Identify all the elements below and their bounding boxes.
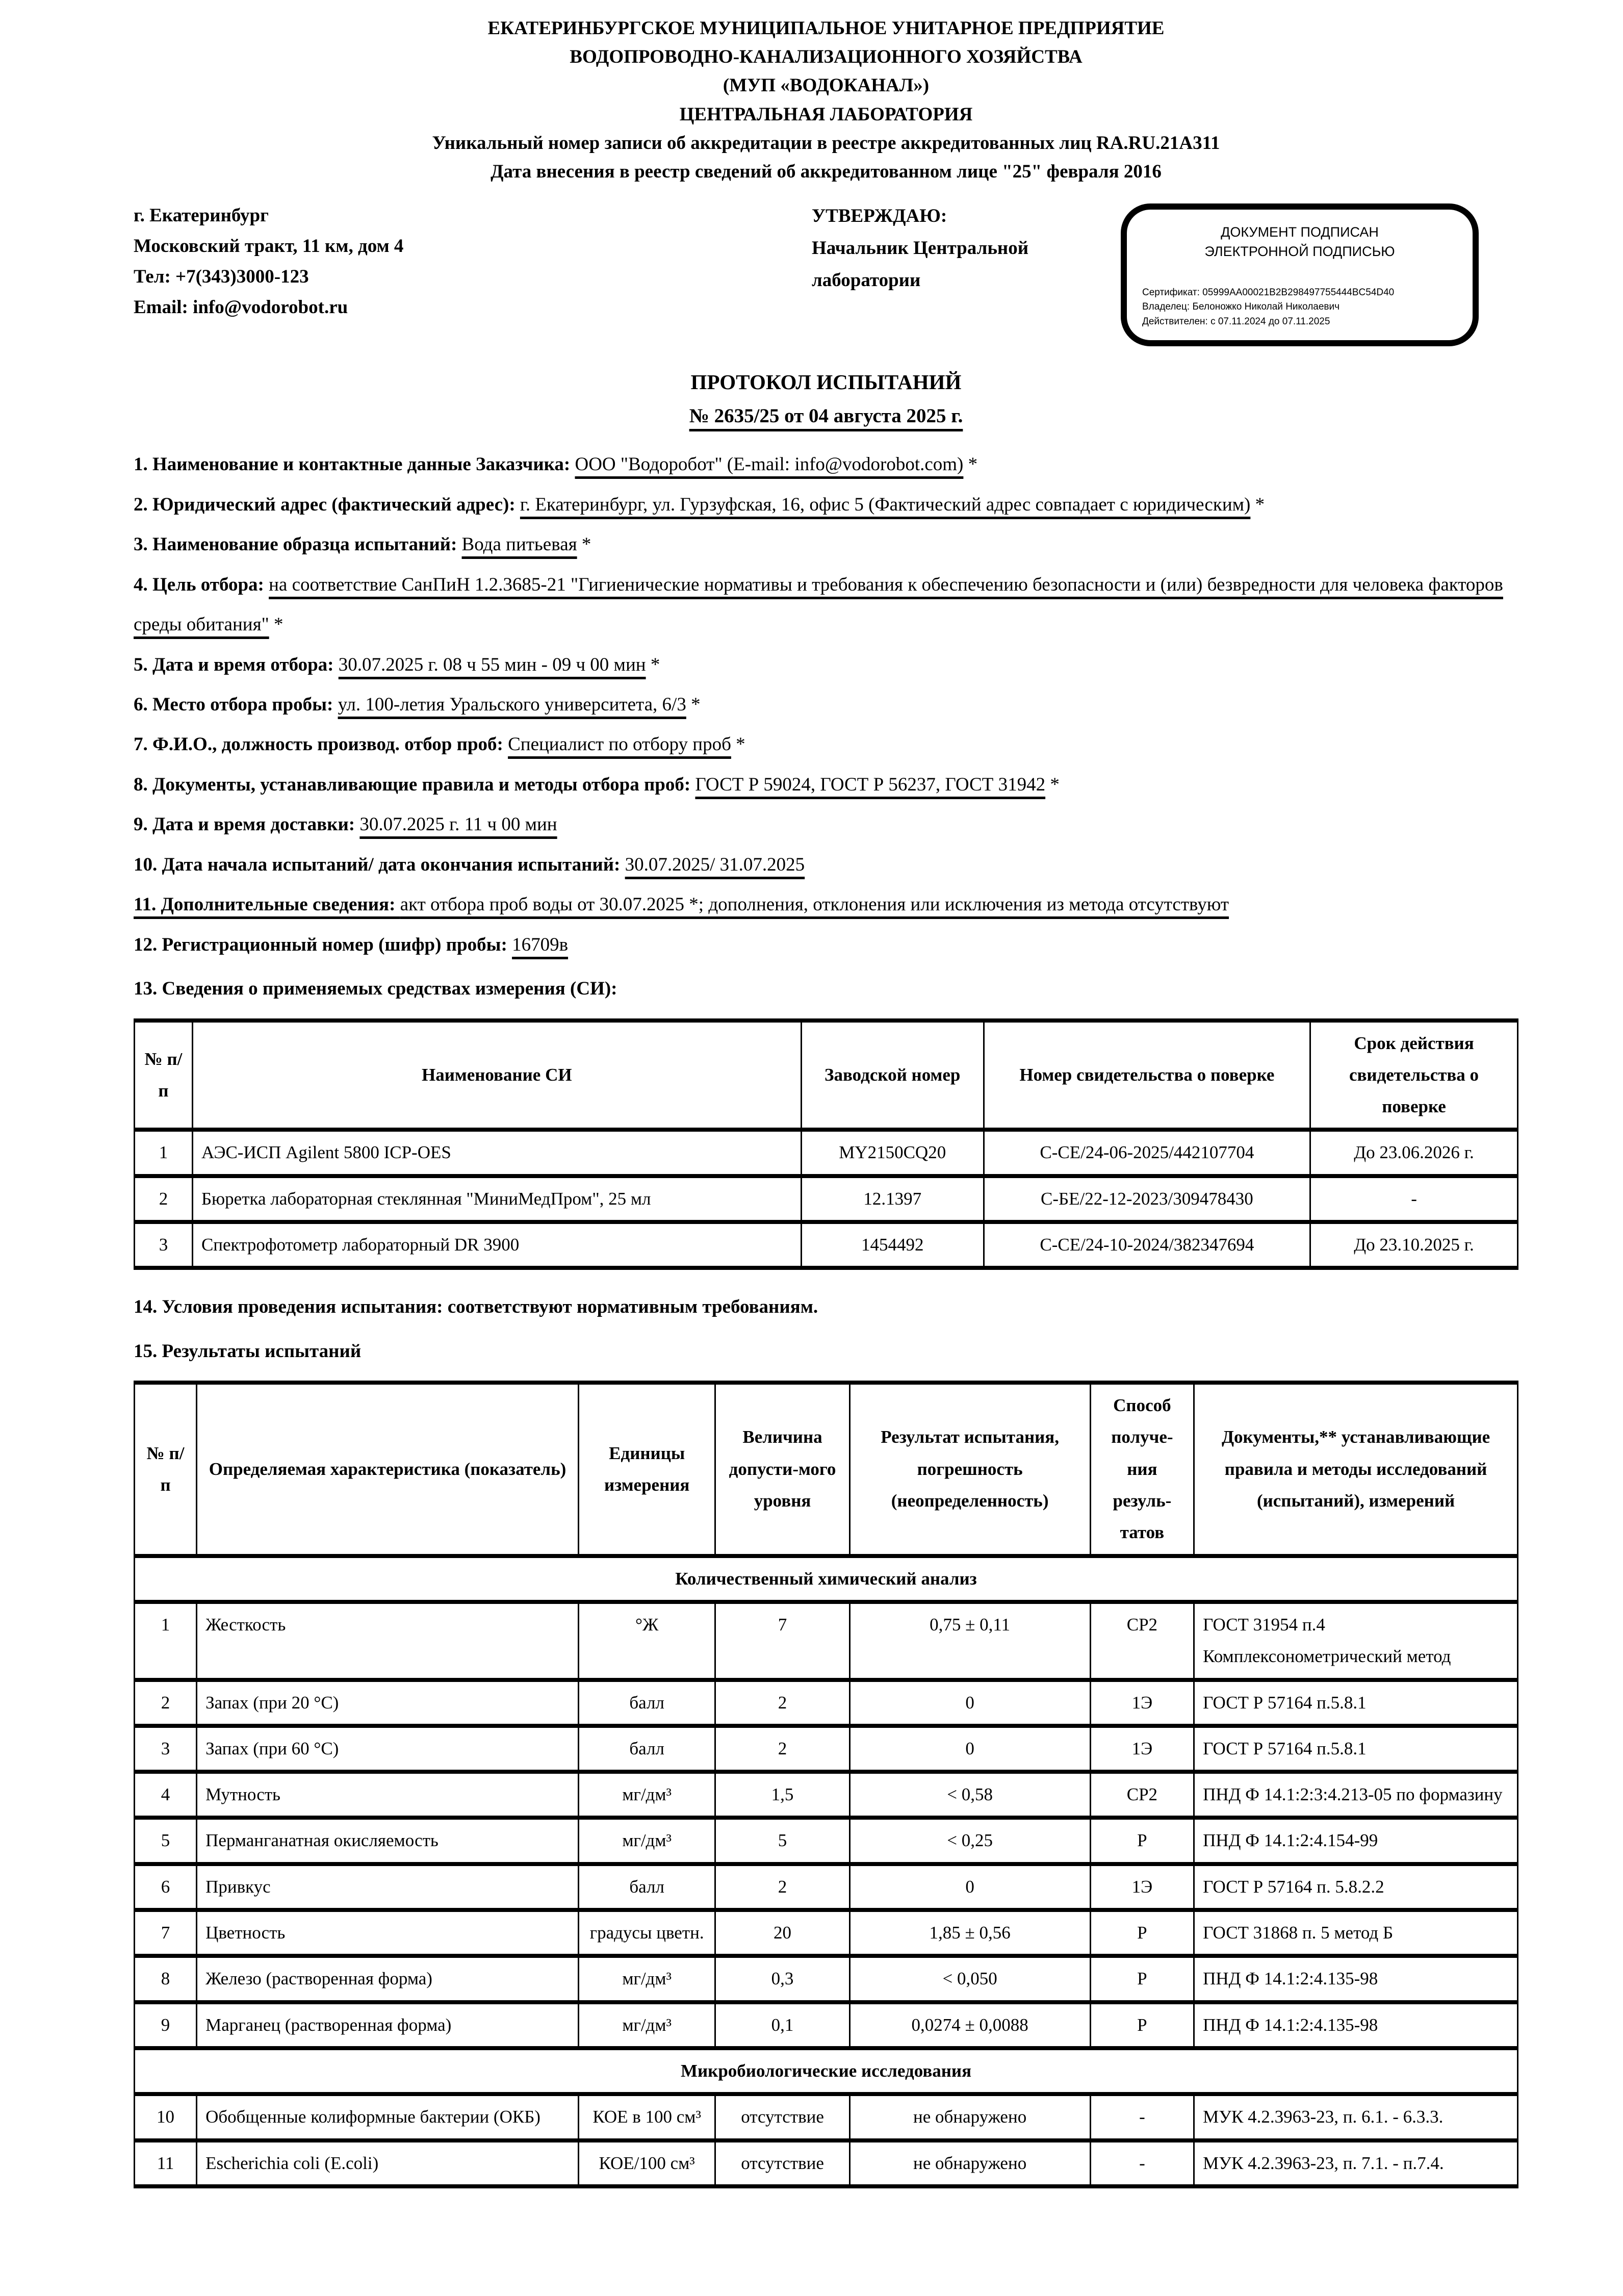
table-cell: отсутствие: [715, 2094, 849, 2140]
table-cell: мг/дм³: [578, 2002, 715, 2048]
table-row: [135, 2140, 1518, 2186]
si-table-header-row: [135, 1021, 1518, 1130]
item-value: Вода питьевая: [461, 534, 577, 555]
item-value: 16709в: [512, 934, 569, 955]
table-cell: 20: [715, 1910, 849, 1956]
approve-title: УТВЕРЖДАЮ:: [812, 206, 947, 227]
info-band: [134, 200, 1518, 346]
table-cell: До 23.06.2026 г.: [1310, 1130, 1518, 1176]
table-cell: MY2150CQ20: [801, 1130, 984, 1176]
table-cell: балл: [578, 1726, 715, 1772]
table-cell: Запах (при 60 °С): [197, 1726, 579, 1772]
table-cell: СР2: [1090, 1772, 1194, 1818]
table-cell: Р: [1090, 1910, 1194, 1956]
section-row: [135, 1556, 1518, 1602]
protocol-item: [134, 565, 1518, 645]
item-label: 4. Цель отбора:: [134, 574, 269, 595]
table-cell: не обнаружено: [849, 2140, 1090, 2186]
table-cell: Escherichia coli (E.coli): [197, 2140, 579, 2186]
table-cell: 3: [135, 1726, 197, 1772]
table-cell: 1,5: [715, 1772, 849, 1818]
table-row: [135, 1864, 1518, 1910]
item-value: 30.07.2025/ 31.07.2025: [625, 854, 805, 875]
sender-street: Московский тракт, 11 км, дом 4: [134, 236, 404, 257]
table-cell: ГОСТ Р 57164 п.5.8.1: [1194, 1726, 1518, 1772]
protocol-item: [134, 925, 1518, 965]
table-cell: 1Э: [1090, 1864, 1194, 1910]
table-cell: 11: [135, 2140, 197, 2186]
table-row: [135, 1726, 1518, 1772]
item-label: 1. Наименование и контактные данные Заказчика:: [134, 454, 575, 475]
results-header-cell: № п/п: [135, 1383, 197, 1555]
results-header-cell: Единицы измерения: [578, 1383, 715, 1555]
header-line: (МУП «ВОДОКАНАЛ»): [723, 75, 930, 96]
results-header-cell: Определяемая характеристика (показатель): [197, 1383, 579, 1555]
sender-city: г. Екатеринбург: [134, 205, 269, 226]
results-table: [134, 1381, 1518, 2188]
si-header-cell: Срок действия свидетельства о поверке: [1310, 1021, 1518, 1130]
header-line: ЕКАТЕРИНБУРГСКОЕ МУНИЦИПАЛЬНОЕ УНИТАРНОЕ ПРЕДПРИЯТИЕ: [487, 18, 1165, 39]
stamp-title-line1: ДОКУМЕНТ ПОДПИСАН: [1221, 224, 1379, 240]
approve-position-line2: лаборатории: [812, 270, 921, 291]
si-header-cell: Заводской номер: [801, 1021, 984, 1130]
table-cell: -: [1310, 1176, 1518, 1222]
stamp-certificate: Сертификат: 05999AA00021B2B298497755444BC54D40: [1142, 287, 1395, 298]
item-value: Специалист по отбору проб: [508, 734, 731, 755]
table-cell: градусы цветн.: [578, 1910, 715, 1956]
table-cell: < 0,25: [849, 1818, 1090, 1864]
table-cell: 7: [715, 1602, 849, 1680]
header-line: ЦЕНТРАЛЬНАЯ ЛАБОРАТОРИЯ: [679, 104, 973, 125]
table-cell: -: [1090, 2094, 1194, 2140]
item-value: акт отбора проб воды от 30.07.2025 *; дополнения, отклонения или исключения из метода отсутствуют: [400, 894, 1229, 915]
table-cell: ГОСТ 31868 п. 5 метод Б: [1194, 1910, 1518, 1956]
table-row: [135, 2002, 1518, 2048]
item-suffix: *: [646, 654, 660, 675]
item-suffix: *: [577, 534, 591, 555]
table-cell: балл: [578, 1680, 715, 1726]
item-value: 30.07.2025 г. 11 ч 00 мин: [359, 814, 557, 835]
stamp-title-line2: ЭЛЕКТРОННОЙ ПОДПИСЬЮ: [1204, 244, 1395, 260]
item-15-results-caption: 15. Результаты испытаний: [134, 1340, 362, 1362]
protocol-item: [134, 805, 1518, 845]
protocol-item: [134, 685, 1518, 725]
item-suffix: *: [269, 614, 284, 635]
table-cell: 0,0274 ± 0,0088: [849, 2002, 1090, 2048]
table-cell: 1Э: [1090, 1726, 1194, 1772]
table-cell: СР2: [1090, 1602, 1194, 1680]
header-line: ВОДОПРОВОДНО-КАНАЛИЗАЦИОННОГО ХОЗЯЙСТВА: [570, 46, 1083, 68]
table-cell: Обобщенные колиформные бактерии (ОКБ): [197, 2094, 579, 2140]
table-cell: МУК 4.2.3963-23, п. 7.1. - п.7.4.: [1194, 2140, 1518, 2186]
protocol-item: [134, 845, 1518, 885]
item-label: 8. Документы, устанавливающие правила и методы отбора проб:: [134, 774, 695, 795]
item-13-caption: 13. Сведения о применяемых средствах измерения (СИ):: [134, 978, 617, 1000]
table-cell: 3: [135, 1222, 193, 1268]
table-cell: 2: [135, 1680, 197, 1726]
table-cell: Бюретка лабораторная стеклянная "МиниМедПром", 25 мл: [192, 1176, 801, 1222]
table-row: [135, 1176, 1518, 1222]
sender-block: [134, 200, 812, 323]
approve-block: [812, 200, 1113, 297]
table-cell: 5: [135, 1818, 197, 1864]
protocol-item: [134, 525, 1518, 565]
digital-signature-stamp: [1121, 203, 1479, 346]
table-cell: С-БЕ/22-12-2023/309478430: [984, 1176, 1310, 1222]
stamp-validity: Действителен: с 07.11.2024 до 07.11.2025: [1142, 316, 1330, 327]
table-cell: < 0,58: [849, 1772, 1090, 1818]
company-header: [134, 14, 1518, 186]
table-row: [135, 1222, 1518, 1268]
table-cell: 1: [135, 1130, 193, 1176]
sender-phone: Тел: +7(343)3000-123: [134, 266, 309, 288]
table-row: [135, 2094, 1518, 2140]
table-cell: КОЕ в 100 см³: [578, 2094, 715, 2140]
table-cell: МУК 4.2.3963-23, п. 6.1. - 6.3.3.: [1194, 2094, 1518, 2140]
table-cell: 0: [849, 1726, 1090, 1772]
table-cell: отсутствие: [715, 2140, 849, 2186]
results-header-cell: Величина допусти-мого уровня: [715, 1383, 849, 1555]
item-label: 11. Дополнительные сведения:: [134, 894, 400, 915]
table-cell: 12.1397: [801, 1176, 984, 1222]
item-label: 9. Дата и время доставки:: [134, 814, 360, 835]
item-value: г. Екатеринбург, ул. Гурзуфская, 16, офис 5 (Фактический адрес совпадает с юридическим): [520, 494, 1251, 515]
table-cell: мг/дм³: [578, 1956, 715, 2002]
si-header-cell: Наименование СИ: [192, 1021, 801, 1130]
stamp-owner: Владелец: Белоножко Николай Николаевич: [1142, 301, 1340, 313]
protocol-item: [134, 725, 1518, 764]
table-cell: Жесткость: [197, 1602, 579, 1680]
table-cell: Запах (при 20 °С): [197, 1680, 579, 1726]
protocol-item: [134, 645, 1518, 685]
item-suffix: *: [963, 454, 978, 475]
table-cell: ГОСТ Р 57164 п.5.8.1: [1194, 1680, 1518, 1726]
item-label: 12. Регистрационный номер (шифр) пробы:: [134, 934, 512, 955]
table-cell: 5: [715, 1818, 849, 1864]
table-row: [135, 1680, 1518, 1726]
si-table: [134, 1018, 1518, 1270]
table-row: [135, 1910, 1518, 1956]
table-row: [135, 1130, 1518, 1176]
table-cell: С-СЕ/24-10-2024/382347694: [984, 1222, 1310, 1268]
table-cell: КОЕ/100 см³: [578, 2140, 715, 2186]
item-label: 10. Дата начала испытаний/ дата окончания испытаний:: [134, 854, 625, 875]
item-value: 30.07.2025 г. 08 ч 55 мин - 09 ч 00 мин: [338, 654, 646, 675]
table-cell: 0: [849, 1864, 1090, 1910]
table-cell: ПНД Ф 14.1:2:4.154-99: [1194, 1818, 1518, 1864]
si-header-cell: Номер свидетельства о поверке: [984, 1021, 1310, 1130]
table-cell: не обнаружено: [849, 2094, 1090, 2140]
protocol-item: [134, 765, 1518, 805]
table-cell: Перманганатная окисляемость: [197, 1818, 579, 1864]
table-cell: мг/дм³: [578, 1772, 715, 1818]
table-cell: 1Э: [1090, 1680, 1194, 1726]
table-cell: ПНД Ф 14.1:2:4.135-98: [1194, 2002, 1518, 2048]
table-cell: Р: [1090, 1818, 1194, 1864]
table-row: [135, 1772, 1518, 1818]
table-row: [135, 1818, 1518, 1864]
table-cell: Цветность: [197, 1910, 579, 1956]
table-cell: 1,85 ± 0,56: [849, 1910, 1090, 1956]
protocol-number: № 2635/25 от 04 августа 2025 г.: [689, 405, 963, 427]
table-cell: Марганец (растворенная форма): [197, 2002, 579, 2048]
item-14-conditions: 14. Условия проведения испытания: соответствуют нормативным требованиям.: [134, 1296, 818, 1318]
item-suffix: *: [686, 694, 701, 716]
table-cell: -: [1090, 2140, 1194, 2186]
item-value: ул. 100-летия Уральского университета, 6/3: [338, 694, 686, 716]
item-label: 6. Место отбора пробы:: [134, 694, 338, 716]
table-cell: 7: [135, 1910, 197, 1956]
table-cell: ПНД Ф 14.1:2:3:4.213-05 по формазину: [1194, 1772, 1518, 1818]
stamp-meta: [1142, 286, 1457, 329]
table-row: [135, 1602, 1518, 1680]
title-block: [134, 370, 1518, 427]
item-suffix: *: [1250, 494, 1265, 515]
header-line: Дата внесения в реестр сведений об аккредитованном лице "25" февраля 2016: [491, 161, 1162, 183]
header-line: Уникальный номер записи об аккредитации в реестре аккредитованных лиц RA.RU.21А311: [432, 132, 1220, 154]
table-cell: Р: [1090, 1956, 1194, 2002]
results-header-cell: Результат испытания, погрешность (неопределенность): [849, 1383, 1090, 1555]
si-header-cell: № п/п: [135, 1021, 193, 1130]
table-cell: 1: [135, 1602, 197, 1680]
table-cell: АЭС-ИСП Agilent 5800 ICP-OES: [192, 1130, 801, 1176]
sender-email: Email: info@vodorobot.ru: [134, 297, 348, 318]
table-cell: мг/дм³: [578, 1818, 715, 1864]
table-cell: 0,1: [715, 2002, 849, 2048]
table-cell: 9: [135, 2002, 197, 2048]
table-cell: 8: [135, 1956, 197, 2002]
table-cell: 2: [715, 1726, 849, 1772]
results-header-cell: Документы,** устанавливающие правила и методы исследований (испытаний), измерений: [1194, 1383, 1518, 1555]
table-cell: Спектрофотометр лабораторный DR 3900: [192, 1222, 801, 1268]
section-title: Количественный химический анализ: [135, 1556, 1518, 1602]
results-table-header-row: [135, 1383, 1518, 1555]
section-title: Микробиологические исследования: [135, 2048, 1518, 2094]
table-row: [135, 1956, 1518, 2002]
protocol-items: [134, 445, 1518, 965]
table-cell: < 0,050: [849, 1956, 1090, 2002]
item-label: 2. Юридический адрес (фактический адрес):: [134, 494, 520, 515]
item-suffix: *: [1045, 774, 1060, 795]
table-cell: Железо (растворенная форма): [197, 1956, 579, 2002]
section-row: [135, 2048, 1518, 2094]
table-cell: 2: [715, 1864, 849, 1910]
protocol-item: [134, 885, 1518, 925]
approve-position-line1: Начальник Центральной: [812, 238, 1029, 259]
table-cell: °Ж: [578, 1602, 715, 1680]
item-label: 7. Ф.И.О., должность производ. отбор проб:: [134, 734, 508, 755]
table-cell: 0,75 ± 0,11: [849, 1602, 1090, 1680]
table-cell: С-СЕ/24-06-2025/442107704: [984, 1130, 1310, 1176]
table-cell: 1454492: [801, 1222, 984, 1268]
table-cell: До 23.10.2025 г.: [1310, 1222, 1518, 1268]
results-header-cell: Способ получе-ния резуль-татов: [1090, 1383, 1194, 1555]
item-value: на соответствие СанПиН 1.2.3685-21 "Гигиенические нормативы и требования к обеспечению безопасности и (или) безвредности для человека факторов среды обитания": [134, 574, 1503, 635]
item-suffix: *: [731, 734, 745, 755]
table-cell: ПНД Ф 14.1:2:4.135-98: [1194, 1956, 1518, 2002]
item-value: ООО "Водоробот" (E-mail: info@vodorobot.com): [575, 454, 964, 475]
protocol-item: [134, 485, 1518, 525]
table-cell: ГОСТ 31954 п.4 Комплексонометрический метод: [1194, 1602, 1518, 1680]
table-cell: 6: [135, 1864, 197, 1910]
table-cell: Привкус: [197, 1864, 579, 1910]
item-label: 5. Дата и время отбора:: [134, 654, 339, 675]
stamp-title: [1142, 223, 1457, 262]
table-cell: 2: [715, 1680, 849, 1726]
table-cell: балл: [578, 1864, 715, 1910]
table-cell: 4: [135, 1772, 197, 1818]
page-title: ПРОТОКОЛ ИСПЫТАНИЙ: [690, 370, 962, 394]
protocol-item: [134, 445, 1518, 484]
item-label: 3. Наименование образца испытаний:: [134, 534, 462, 555]
table-cell: 2: [135, 1176, 193, 1222]
table-cell: 10: [135, 2094, 197, 2140]
item-value: ГОСТ Р 59024, ГОСТ Р 56237, ГОСТ 31942: [695, 774, 1046, 795]
table-cell: 0: [849, 1680, 1090, 1726]
table-cell: Р: [1090, 2002, 1194, 2048]
table-cell: Мутность: [197, 1772, 579, 1818]
table-cell: 0,3: [715, 1956, 849, 2002]
table-cell: ГОСТ Р 57164 п. 5.8.2.2: [1194, 1864, 1518, 1910]
